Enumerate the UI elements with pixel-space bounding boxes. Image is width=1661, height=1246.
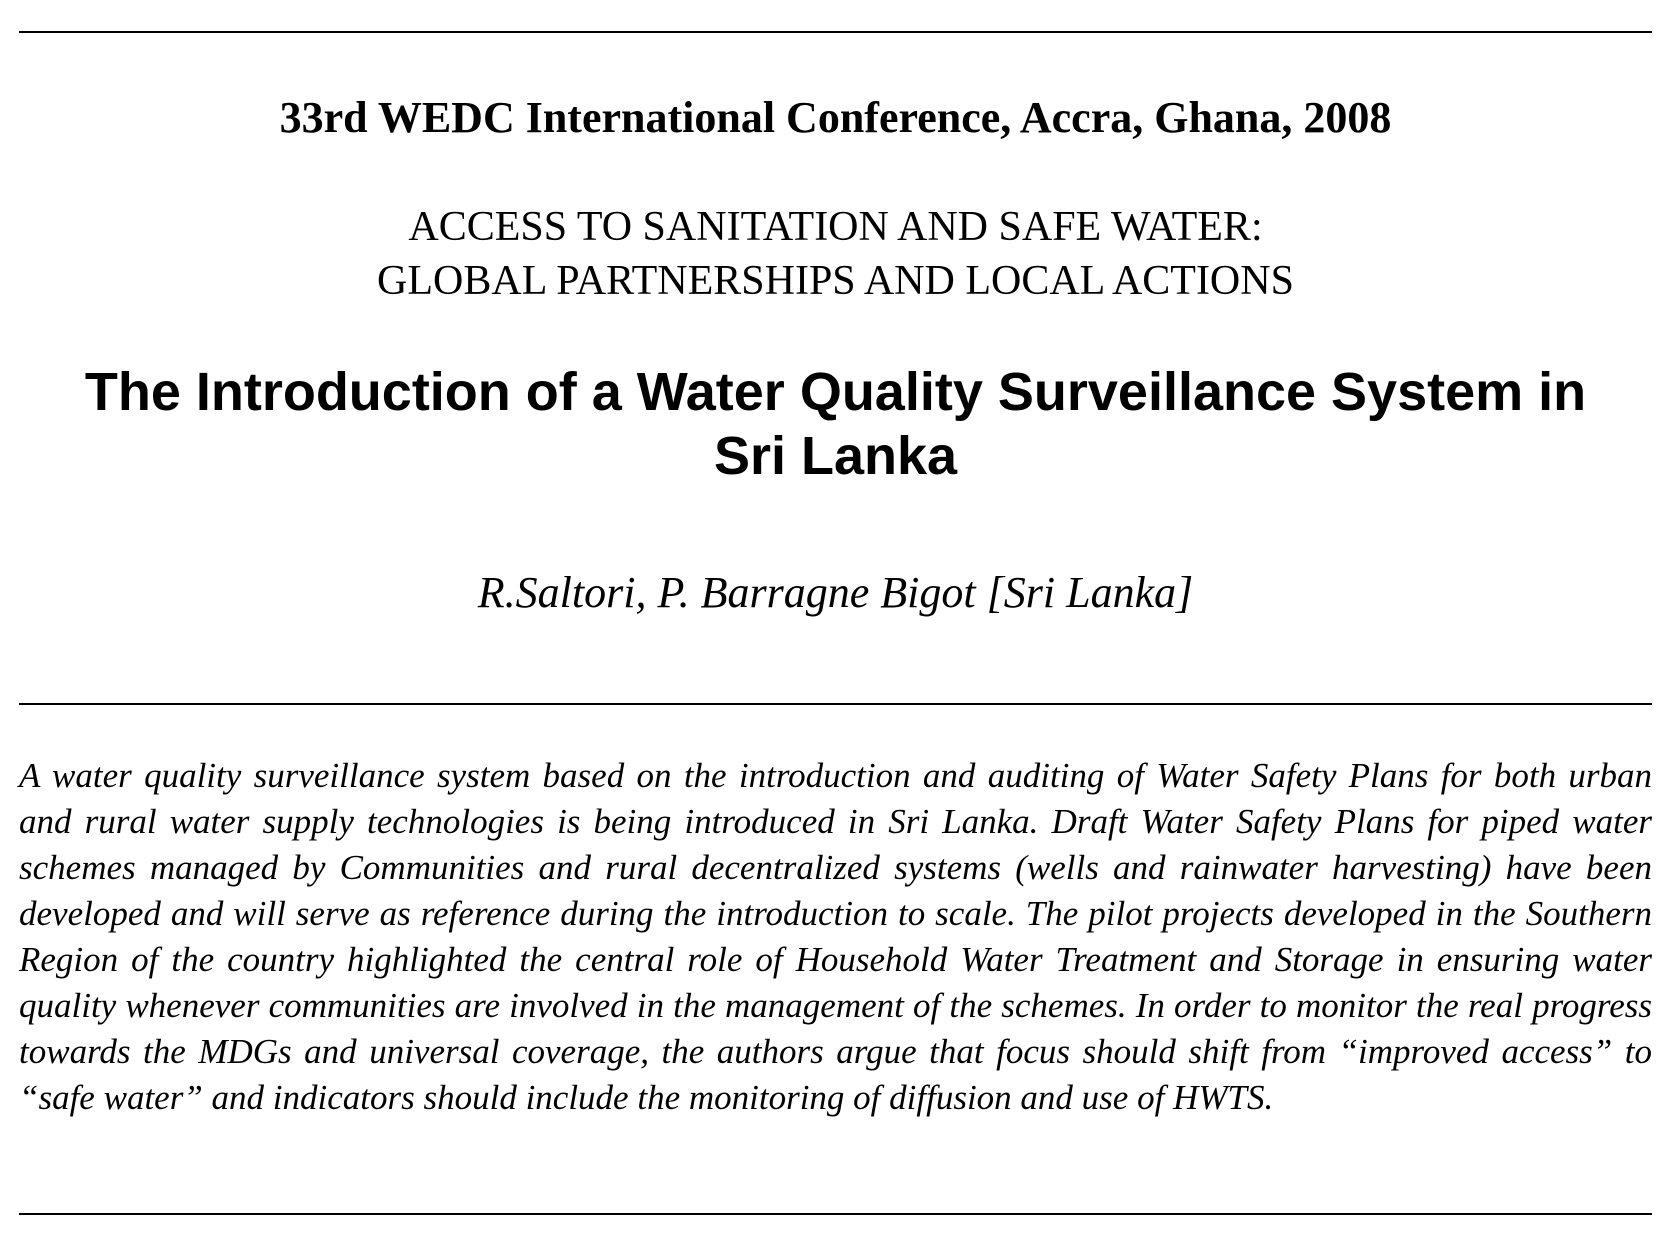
theme-line-2: GLOBAL PARTNERSHIPS AND LOCAL ACTIONS: [377, 258, 1294, 304]
conference-heading: 33rd WEDC International Conference, Accra, Ghana, 2008: [279, 93, 1392, 142]
abstract-top-divider: [19, 703, 1652, 705]
theme-line-1: ACCESS TO SANITATION AND SAFE WATER:: [408, 204, 1263, 250]
paper-title: [19, 360, 1652, 488]
paper-abstract: A water quality surveillance system based on the introduction and auditing of Water Safety Plans for both urban and rural water supply technologies is being introduced in Sri Lanka. Draft Water Safety Plans for piped water schemes managed by Communities and rural decentralized systems (wells and rainwater harvesting) have been developed and will serve as reference during the introduction to scale. The pilot projects developed in the Southern Region of the country highlighted the central role of Household Water Treatment and Storage in ensuring water quality whenever communities are involved in the management of the schemes. In order to monitor the real progress towards the MDGs and universal coverage, the authors argue that focus should shift from “improved access” to “safe water” and indicators should include the monitoring of diffusion and use of HWTS.: [19, 756, 1652, 1117]
abstract-bottom-divider: [19, 1213, 1652, 1215]
top-divider: [19, 31, 1652, 33]
paper-title-line-1: The Introduction of a Water Quality Surveillance System in: [84, 362, 1587, 422]
conference-theme: [19, 200, 1652, 308]
paper-title-line-2: Sri Lanka: [713, 426, 958, 486]
paper-authors: R.Saltori, P. Barragne Bigot [Sri Lanka]: [477, 568, 1194, 617]
